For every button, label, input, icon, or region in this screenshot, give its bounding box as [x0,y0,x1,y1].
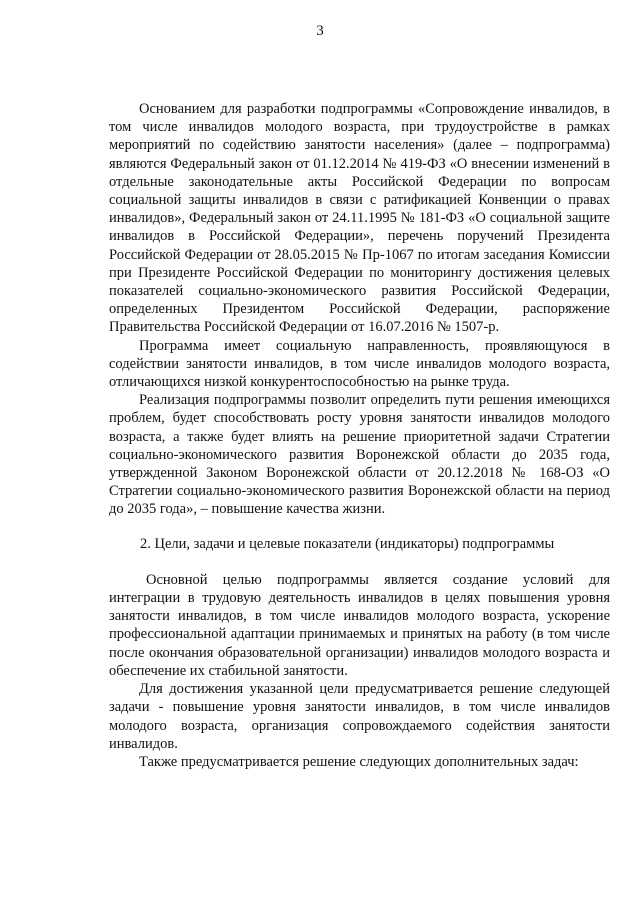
paragraph-implementation: Реализация подпрограммы позволит определить пути решения имеющихся проблем, будет способствовать росту уровня занятости инвалидов молодого возраста, а также будет влиять на решение приоритетной задачи Стратегии социально-экономического развития Воронежской области до 2035 года, утвержденной Законом Воронежской области от 20.12.2018 № 168-ОЗ «О Стратегии социально-экономического развития Воронежской области на период до 2035 года», – повышение качества жизни. [109,392,610,518]
section-heading-goals: 2. Цели, задачи и целевые показатели (индикаторы) подпрограммы [140,535,555,552]
paragraph-main-goal: Основной целью подпрограммы является создание условий для интеграции в трудовую деятельность инвалидов в целях повышения уровня занятости инвалидов, в том числе инвалидов молодого возраста, ускорение профессиональной адаптации принимаемых и принятых на работу (в том числе после окончания образовательной организации) инвалидов молодого возраста и обеспечение их стабильной занятости. [109,571,610,679]
paragraph-additional-tasks: Также предусматривается решение следующих дополнительных задач: [139,753,579,770]
page-number: 3 [316,23,324,39]
document-body [109,100,610,771]
paragraph-legal-basis: Основанием для разработки подпрограммы «Сопровождение инвалидов, в том числе инвалидов молодого возраста, при трудоустройстве в рамках мероприятий по содействию занятости населения» (далее – подпрограмма) являются Федеральный закон от 01.12.2014 № 419-ФЗ «О внесении изменений в отдельные законодательные акты Российской Федерации по вопросам социальной защиты инвалидов в связи с ратификацией Конвенции о правах инвалидов», Федеральный закон от 24.11.1995 № 181-ФЗ «О социальной защите инвалидов в Российской Федерации», перечень поручений Президента Российской Федерации от 28.05.2015 № Пр-1067 по итогам заседания Комиссии при Президенте Российской Федерации по мониторингу достижения целевых показателей социально-экономического развития Российской Федерации, определенных Президентом Российской Федерации, распоряжение Правительства Российской Федерации от 16.07.2016 № 1507-р. [109,101,610,336]
paragraph-task: Для достижения указанной цели предусматривается решение следующей задачи - повышение уровня занятости инвалидов, в том числе инвалидов молодого возраста, организация сопровождаемого содействия занятости инвалидов. [109,681,610,752]
paragraph-social-focus: Программа имеет социальную направленность, проявляющуюся в содействии занятости инвалидов, в том числе инвалидов молодого возраста, отличающихся низкой конкурентоспособностью на рынке труда. [109,337,610,391]
